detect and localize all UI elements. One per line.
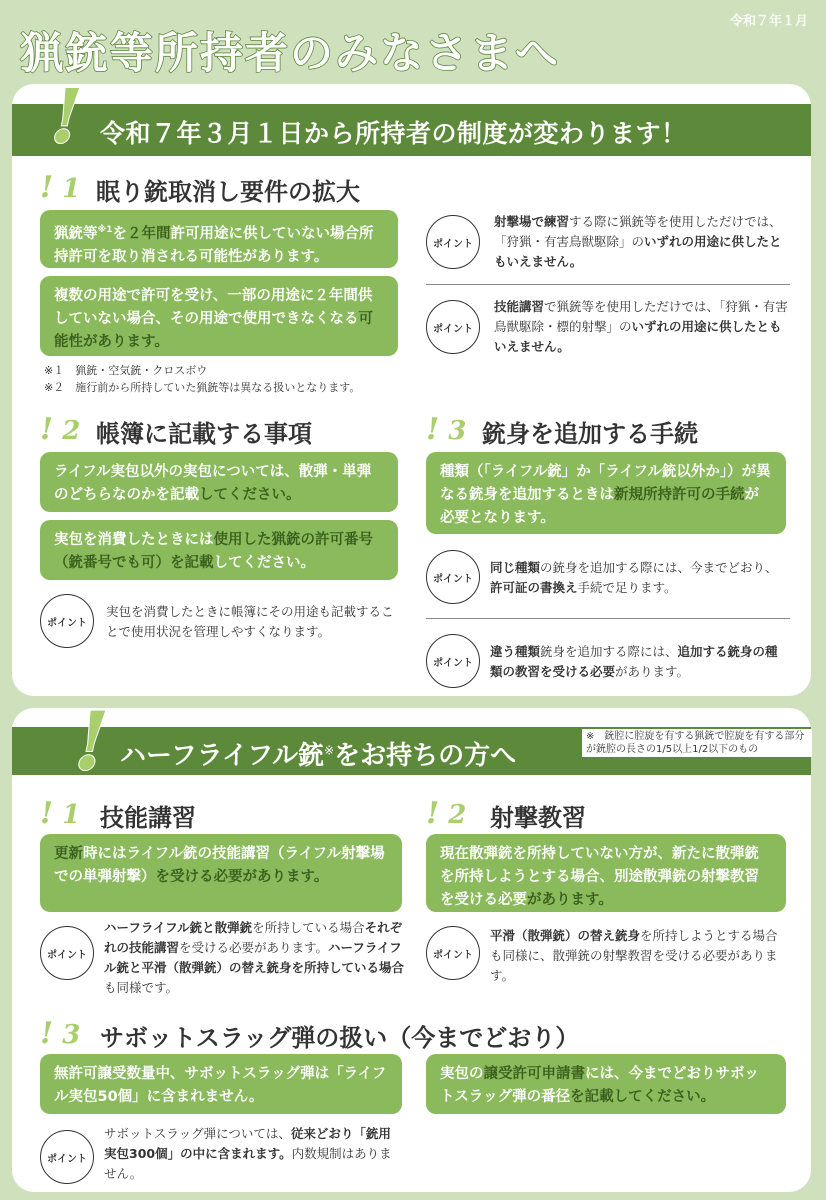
section-title: 銃身を追加する手続	[482, 420, 698, 448]
page-title: 猟銃等所持者のみなさまへ	[20, 29, 560, 79]
point-text: 同じ種類の銃身を追加する際には、今までどおり、許可証の書換え手続で足ります。	[490, 560, 778, 595]
point-badge: ポイント	[426, 634, 480, 688]
info-box-skill-training: 更新時にはライフル銃の技能講習（ライフル射撃場での単弾射撃）を受ける必要があります。	[40, 834, 402, 912]
point-text: サボットスラッグ弾については、従来どおり「銃用実包300個」の中に含まれます。内数規制はありません。	[104, 1126, 392, 1181]
point-badge: ポイント	[426, 300, 480, 354]
banner-title: ハーフライフル銃※をお持ちの方へ	[120, 741, 517, 771]
point-text: 平滑（散弾銃）の替え銃身を所持しようとする場合も同様に、散弾銃の射撃教習を受ける必要があります。	[490, 928, 778, 983]
footnote-1: ※１ 猟銃・空気銃・クロスボウ	[44, 364, 208, 377]
point-text: 実包を消費したときに帳簿にその用途も記載することで使用状況を管理しやすくなります。	[106, 604, 394, 639]
footnote-2: ※２ 施行前から所持していた猟銃等は異なる扱いとなります。	[44, 381, 361, 394]
point-text: 技能講習で猟銃等を使用しただけでは、「狩猟・有害鳥獣駆除・標的射撃」のいずれの用途に供したともいえません。	[494, 299, 788, 354]
info-box-sabot-application: 実包の譲受許可申請書には、今までどおりサボットスラッグ弾の番径を記載してください。	[426, 1054, 786, 1114]
point-badge: ポイント	[426, 215, 480, 269]
banner-system-change	[12, 104, 811, 156]
section-title: 眠り銃取消し要件の拡大	[96, 178, 360, 206]
section-number-icon: ! 2	[426, 796, 467, 831]
section-number-icon: ! 1	[40, 796, 81, 831]
info-box-barrel-type: 種類（「ライフル銃」か「ライフル銃以外か」）が異なる銃身を追加するときは新規所持許可の手続が必要となります。	[426, 452, 786, 534]
section-title: サボットスラッグ弾の扱い（今までどおり）	[100, 1024, 580, 1052]
banner-footnote: ※ 銃腔に腔旋を有する猟銃で腔旋を有する部分が銃腔の長さの1/5以上1/2以下のもの	[582, 729, 812, 757]
section-number-icon: ! 1	[40, 170, 81, 205]
section-number-icon: ! 3	[426, 412, 467, 447]
exclamation-icon: !	[64, 694, 120, 788]
point-badge: ポイント	[40, 1130, 94, 1184]
point-badge: ポイント	[40, 594, 94, 648]
info-box-ammo-type: ライフル実包以外の実包については、散弾・単弾のどちらなのかを記載してください。	[40, 452, 398, 512]
point-badge: ポイント	[40, 926, 94, 980]
info-box-sabot-quantity: 無許可譲受数量中、サボットスラッグ弾は「ライフル実包50個」に含まれません。	[40, 1054, 402, 1114]
section-number-icon: ! 3	[40, 1016, 81, 1051]
info-box-shooting-training: 現在散弾銃を所持していない方が、新たに散弾銃を所持しようとする場合、別途散弾銃の射撃教習を受ける必要があります。	[426, 834, 786, 912]
divider	[426, 284, 790, 285]
info-box-permit-number: 実包を消費したときには使用した猟銃の許可番号（銃番号でも可）を記載してください。	[40, 520, 398, 580]
point-text: ハーフライフル銃と散弾銃を所持している場合それぞれの技能講習を受ける必要があります。ハーフライフル銃と平滑（散弾銃）の替え銃身を所持している場合も同様です。	[104, 920, 405, 995]
section-number-icon: ! 2	[40, 412, 81, 447]
section-title: 帳簿に記載する事項	[96, 420, 312, 448]
info-box-multi-use: 複数の用途で許可を受け、一部の用途に２年間供していない場合、その用途で使用できなくなる可能性があります。	[40, 276, 398, 356]
divider	[426, 618, 790, 619]
info-box-dormant-gun: 猟銃等$^{※1}$を２年間許可用途に供していない場合所持許可を取り消される可能性があります。	[40, 210, 398, 268]
point-badge: ポイント	[426, 926, 480, 980]
section-title: 技能講習	[100, 804, 196, 832]
point-badge: ポイント	[426, 550, 480, 604]
point-text: 違う種類銃身を追加する際には、追加する銃身の種類の教習を受ける必要があります。	[490, 644, 778, 679]
issue-date: 令和７年１月	[729, 14, 808, 29]
banner-title: 令和７年３月１日から所持者の制度が変わります！	[100, 119, 687, 148]
point-text: 射撃場で練習する際に猟銃等を使用しただけでは、「狩猟・有害鳥獣駆除」のいずれの用途に供したともいえません。	[494, 214, 782, 269]
exclamation-icon: !	[40, 74, 92, 160]
section-title: 射撃教習	[490, 804, 586, 832]
